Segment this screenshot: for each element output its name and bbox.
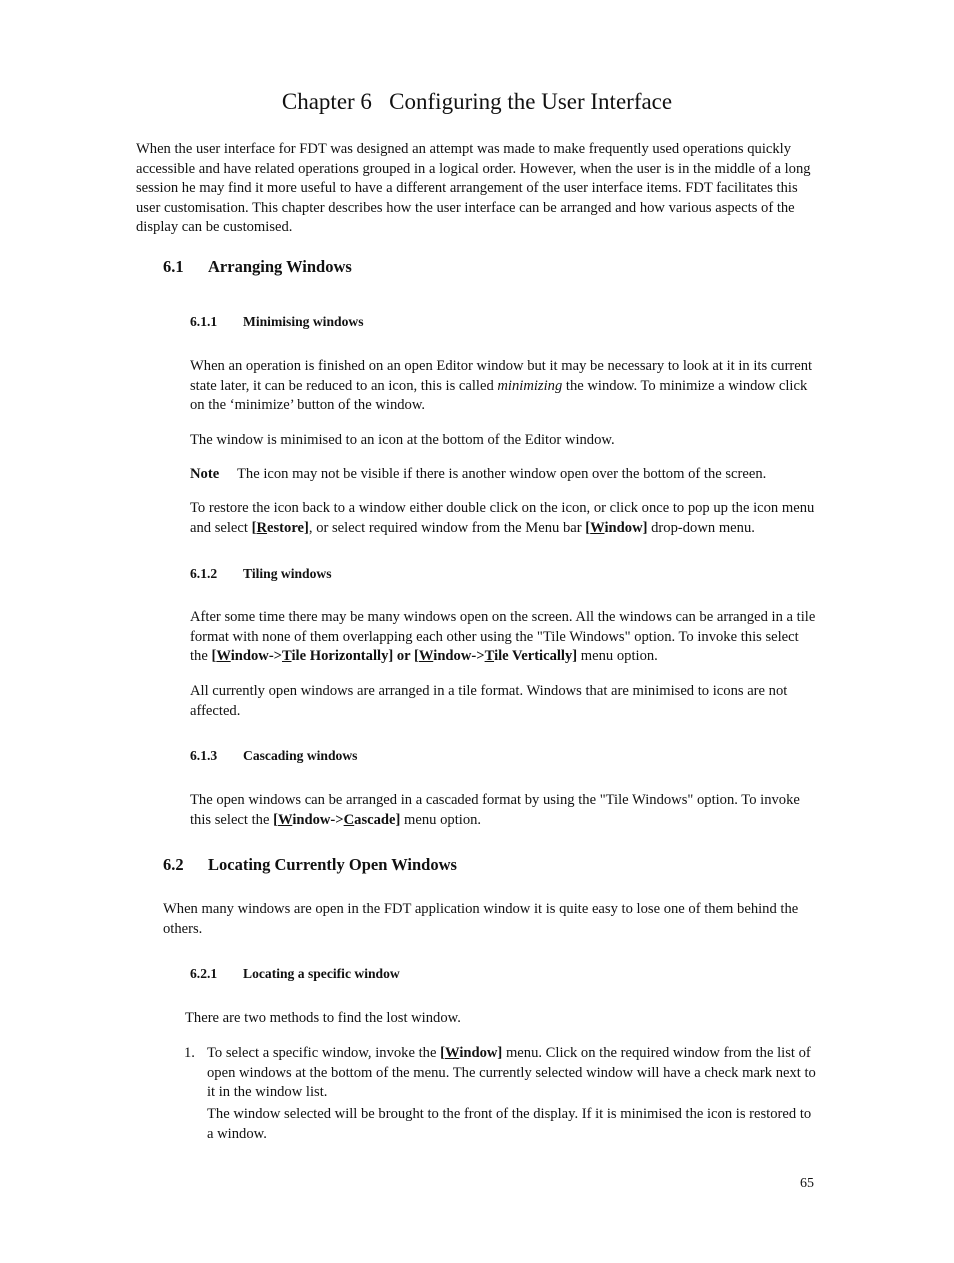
menu-command-window: [Window] [440, 1045, 503, 1061]
note-text: The icon may not be visible if there is another window open over the bottom of the screen. [237, 466, 767, 482]
section-title: Arranging Windows [208, 257, 352, 276]
text-run: the window. To minimize a window click on the ‘minimize’ button of the window. [190, 377, 808, 414]
text-run: or [393, 648, 415, 665]
section-title: Tiling windows [243, 566, 332, 581]
text-run: menu option. [400, 811, 482, 828]
list-item-number: 1. [184, 1045, 195, 1061]
page-number: 65 [800, 1176, 814, 1191]
section-heading-6-1 [163, 256, 352, 278]
menu-command-window: [Window] [585, 519, 648, 536]
section-heading-6-1-2 [190, 565, 332, 583]
section-heading-6-2-1 [190, 965, 400, 983]
section-heading-6-2 [163, 854, 457, 876]
text-run: After some time there may be many windows open on the screen. All the windows can be arranged in a tile format with none of them overlapping each other using the "Tile Windows" option. To invoke this select the [190, 609, 816, 665]
section-number: 6.1.3 [190, 748, 218, 763]
text-run: The open windows can be arranged in a cascaded format by using the "Tile Windows" option. To invoke this select the [190, 792, 800, 828]
menu-command-cascade: [Window->Cascade] [273, 811, 401, 828]
paragraph-locating-1: When many windows are open in the FDT application window it is quite easy to lose one of them behind the others. [163, 901, 799, 937]
section-title: Cascading windows [243, 748, 358, 763]
menu-command-tile-horizontally: [Window->Tile Horizontally] [211, 648, 394, 665]
section-title: Minimising windows [243, 314, 364, 329]
text-run: , or select required window from the Menu bar [308, 519, 586, 536]
section-number: 6.1.2 [190, 566, 218, 581]
paragraph-minimising-3 [190, 499, 818, 538]
text-run: To restore the icon back to a window either double click on the icon, or click once to pop up the icon menu and select [190, 500, 815, 536]
section-heading-6-1-3 [190, 747, 357, 765]
note-label: Note [190, 466, 220, 482]
paragraph-two-methods: There are two methods to find the lost window. [185, 1010, 461, 1026]
text-run: menu option. [577, 648, 658, 665]
list-item [207, 1044, 819, 1103]
chapter-title: Chapter 6 Configuring the User Interface [281, 89, 673, 114]
text-run: When an operation is finished on an open Editor window but it may be necessary to look at it in its current state later, it can be reduced to an icon, this is called [190, 358, 813, 394]
intro-paragraph: When the user interface for FDT was designed an attempt was made to make frequently used operations quickly accessible and have related operations grouped in a logical order. However, when the user is in the middle of a long session he may find it more useful to have a different arrangement of the user interface items. FDT facilitates this user customisation. This chapter describes how the user interface can be arranged and how various aspects of the display can be customised. [136, 141, 811, 236]
text-run: drop-down menu. [647, 519, 755, 536]
section-title: Locating a specific window [243, 966, 400, 981]
section-number: 6.2.1 [190, 966, 218, 981]
menu-command-tile-vertically: [Window->Tile Vertically] [414, 648, 578, 665]
emphasis-text: minimizing [497, 377, 563, 394]
text-run: menu. Click on the required window from the list of open windows at the bottom of the menu. The currently selected window will have a check mark next to it in the window list. [207, 1045, 816, 1101]
section-number: 6.1.1 [190, 314, 218, 329]
menu-command-restore: [Restore] [251, 519, 309, 536]
section-number: 6.1 [163, 257, 184, 276]
text-run: To select a specific window, invoke the [207, 1045, 441, 1061]
paragraph-minimising-2: The window is minimised to an icon at the bottom of the Editor window. [190, 432, 615, 448]
list-item-continuation: The window selected will be brought to the front of the display. If it is minimised the icon is restored to a window. [207, 1106, 812, 1142]
paragraph-cascading-1 [190, 791, 818, 830]
paragraph-minimising-1 [190, 357, 818, 416]
section-title: Locating Currently Open Windows [208, 855, 457, 874]
paragraph-tiling-1 [190, 608, 818, 667]
note-paragraph [190, 465, 818, 485]
section-number: 6.2 [163, 855, 184, 874]
paragraph-tiling-2: All currently open windows are arranged in a tile format. Windows that are minimised to icons are not affected. [190, 683, 788, 719]
section-heading-6-1-1 [190, 313, 364, 331]
